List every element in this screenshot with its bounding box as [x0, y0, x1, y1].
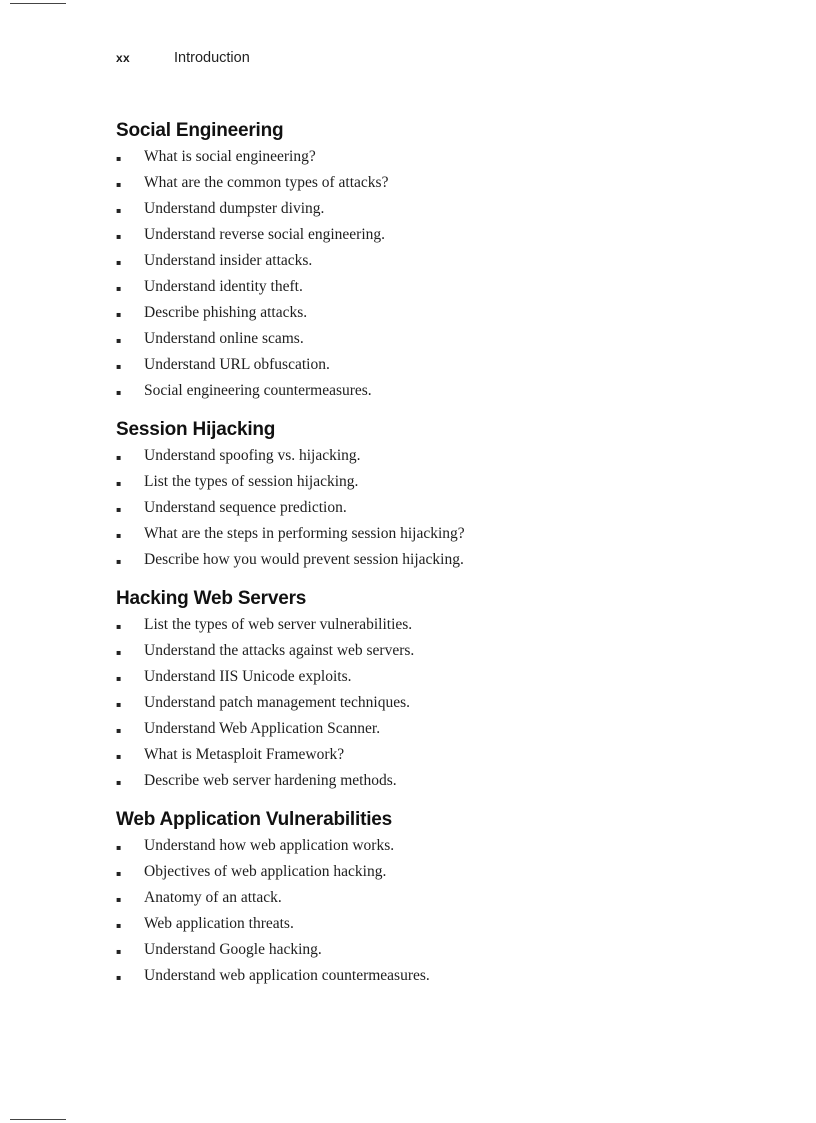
bullet-icon: ▪: [116, 479, 122, 488]
list-item: [116, 547, 756, 573]
bullet-icon: ▪: [116, 453, 122, 462]
list-item-text: Describe phishing attacks.: [144, 304, 308, 321]
bullet-icon: ▪: [116, 622, 122, 631]
list-item: [116, 911, 756, 937]
list-item-text: What are the steps in performing session hijacking?: [144, 525, 465, 542]
list-item: [116, 469, 756, 495]
list-item-text: Web application threats.: [144, 915, 294, 932]
list-item: [116, 612, 756, 638]
bullet-icon: ▪: [116, 700, 122, 709]
list-item-text: Understand IIS Unicode exploits.: [144, 668, 352, 685]
bullet-icon: ▪: [116, 674, 122, 683]
list-item-text: Understand how web application works.: [144, 837, 395, 854]
list-item-text: Understand patch management techniques.: [144, 694, 410, 711]
list-item: [116, 742, 756, 768]
list-item: [116, 248, 756, 274]
bullet-icon: ▪: [116, 726, 122, 735]
bullet-icon: ▪: [116, 336, 122, 345]
bullet-icon: ▪: [116, 388, 122, 397]
bullet-icon: ▪: [116, 154, 122, 163]
bullet-icon: ▪: [116, 206, 122, 215]
section-web-application-vulnerabilities: [116, 806, 756, 989]
list-item: [116, 274, 756, 300]
bullet-icon: ▪: [116, 648, 122, 657]
section-social-engineering: [116, 117, 756, 404]
list-item: [116, 196, 756, 222]
list-item-text: Understand identity theft.: [144, 278, 303, 295]
list-item: [116, 521, 756, 547]
bullet-list: [116, 612, 756, 794]
list-item: [116, 300, 756, 326]
bullet-icon: ▪: [116, 869, 122, 878]
list-item: [116, 859, 756, 885]
bullet-icon: ▪: [116, 778, 122, 787]
list-item-text: Understand sequence prediction.: [144, 499, 347, 516]
bullet-icon: ▪: [116, 843, 122, 852]
section-hacking-web-servers: [116, 585, 756, 794]
bullet-icon: ▪: [116, 362, 122, 371]
list-item-text: List the types of session hijacking.: [144, 473, 359, 490]
page-content: [116, 117, 756, 989]
list-item-text: List the types of web server vulnerabilities.: [144, 616, 413, 633]
list-item-text: What is social engineering?: [144, 148, 316, 165]
running-title: Introduction: [174, 50, 250, 66]
bullet-icon: ▪: [116, 557, 122, 566]
list-item-text: Understand reverse social engineering.: [144, 226, 386, 243]
bullet-icon: ▪: [116, 310, 122, 319]
list-item-text: Describe how you would prevent session hijacking.: [144, 551, 464, 568]
section-heading: Web Application Vulnerabilities: [116, 809, 393, 830]
bullet-icon: ▪: [116, 921, 122, 930]
list-item-text: Anatomy of an attack.: [144, 889, 282, 906]
list-item: [116, 378, 756, 404]
list-item: [116, 664, 756, 690]
list-item: [116, 768, 756, 794]
list-item: [116, 963, 756, 989]
list-item: [116, 690, 756, 716]
running-head: [116, 49, 250, 67]
bullet-icon: ▪: [116, 232, 122, 241]
bullet-icon: ▪: [116, 973, 122, 982]
list-item-text: Describe web server hardening methods.: [144, 772, 397, 789]
section-heading: Hacking Web Servers: [116, 588, 307, 609]
bullet-icon: ▪: [116, 180, 122, 189]
page-number: xx: [116, 51, 130, 65]
section-heading: Social Engineering: [116, 120, 284, 141]
bullet-icon: ▪: [116, 752, 122, 761]
section-session-hijacking: [116, 416, 756, 573]
bullet-icon: ▪: [116, 947, 122, 956]
list-item-text: Understand Web Application Scanner.: [144, 720, 381, 737]
list-item-text: Social engineering countermeasures.: [144, 382, 372, 399]
list-item-text: What are the common types of attacks?: [144, 174, 389, 191]
list-item: [116, 716, 756, 742]
list-item-text: Understand URL obfuscation.: [144, 356, 330, 373]
list-item-text: Objectives of web application hacking.: [144, 863, 387, 880]
bullet-list: [116, 443, 756, 573]
crop-mark-bottom: [10, 1119, 66, 1120]
bullet-icon: ▪: [116, 284, 122, 293]
bullet-icon: ▪: [116, 895, 122, 904]
list-item: [116, 885, 756, 911]
bullet-icon: ▪: [116, 258, 122, 267]
list-item: [116, 170, 756, 196]
list-item-text: Understand spoofing vs. hijacking.: [144, 447, 361, 464]
list-item-text: Understand insider attacks.: [144, 252, 313, 269]
bullet-icon: ▪: [116, 531, 122, 540]
bullet-list: [116, 144, 756, 404]
list-item-text: Understand online scams.: [144, 330, 304, 347]
list-item: [116, 144, 756, 170]
crop-mark-top: [10, 3, 66, 4]
list-item-text: Understand web application countermeasures.: [144, 967, 430, 984]
list-item-text: Understand Google hacking.: [144, 941, 322, 958]
list-item: [116, 326, 756, 352]
bullet-list: [116, 833, 756, 989]
list-item: [116, 443, 756, 469]
list-item: [116, 638, 756, 664]
list-item-text: What is Metasploit Framework?: [144, 746, 345, 763]
list-item-text: Understand dumpster diving.: [144, 200, 325, 217]
list-item-text: Understand the attacks against web servers.: [144, 642, 415, 659]
section-heading: Session Hijacking: [116, 419, 276, 440]
list-item: [116, 937, 756, 963]
bullet-icon: ▪: [116, 505, 122, 514]
list-item: [116, 833, 756, 859]
list-item: [116, 495, 756, 521]
list-item: [116, 352, 756, 378]
list-item: [116, 222, 756, 248]
